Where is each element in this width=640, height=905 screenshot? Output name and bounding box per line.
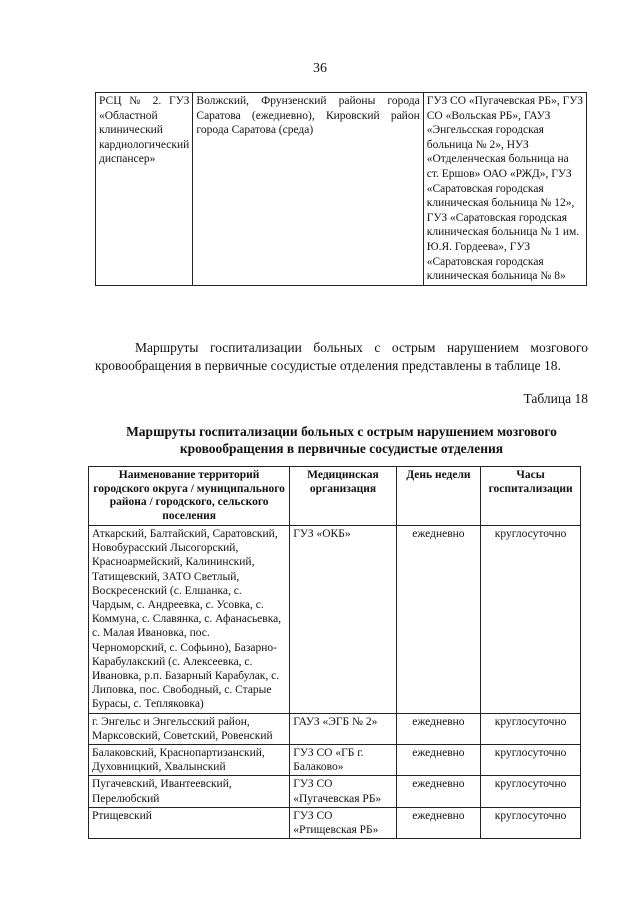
hours-cell: круглосуточно: [481, 776, 581, 807]
organization-cell: ГУЗ СО «Пугачевская РБ»: [290, 776, 396, 807]
districts-cell: Волжский, Фрунзенский районы города Саратова (ежедневно), Кировский район города Саратова (среда): [193, 93, 423, 286]
hours-cell: круглосуточно: [481, 807, 581, 838]
organization-cell: ГАУЗ «ЭГБ № 2»: [290, 713, 396, 744]
territory-cell: Пугачевский, Ивантеевский, Перелюбский: [89, 776, 290, 807]
center-name-cell: РСЦ № 2. ГУЗ «Областной клинический кардиологический диспансер»: [96, 93, 193, 286]
table-label: Таблица 18: [523, 391, 588, 406]
table-header-row: [89, 467, 581, 526]
table-row: [89, 526, 581, 714]
routing-table-continued: [95, 92, 587, 286]
table-row: [96, 93, 587, 286]
header-territory: Наименование территорий городского округа / муниципального района / городского, сельского поселения: [89, 467, 290, 526]
hours-cell: круглосуточно: [481, 526, 581, 714]
paragraph-text: Маршруты госпитализации больных с острым нарушением мозгового кровообращения в первичные сосудистые отделения представлены в таблице 18.: [95, 340, 588, 373]
day-cell: ежедневно: [396, 745, 480, 776]
hours-cell: круглосуточно: [481, 713, 581, 744]
table-row: [89, 807, 581, 838]
table-row: [89, 745, 581, 776]
territory-cell: Балаковский, Краснопартизанский, Духовницкий, Хвалынский: [89, 745, 290, 776]
header-day: День недели: [396, 467, 480, 526]
header-hours: Часы госпитализации: [481, 467, 581, 526]
territory-cell: Ртищевский: [89, 807, 290, 838]
day-cell: ежедневно: [396, 526, 480, 714]
day-cell: ежедневно: [396, 776, 480, 807]
organization-cell: ГУЗ СО «Ртищевская РБ»: [290, 807, 396, 838]
table-row: [89, 776, 581, 807]
organization-cell: ГУЗ СО «ГБ г. Балаково»: [290, 745, 396, 776]
table-18: [88, 466, 581, 839]
territory-cell: Аткарский, Балтайский, Саратовский, Новобурасский Лысогорский, Красноармейский, Калининский, Татищевский, ЗАТО Светлый, Воскресенский (с. Елшанка, с. Чардым, с. Андреевка, с. Усовка, с. Коммуна, с. Славянка, с. Афанасьевка, с. Малая Ивановка, пос. Черноморский, с. Софьино), Базарно-Карабулакский (с. Алексеевка, с. Ивановка, р.п. Базарный Карабулак, с. Липовка, пос. Свободный, с. Старые Бурасы, с. Тепляковка): [89, 526, 290, 714]
table-row: [89, 713, 581, 744]
day-cell: ежедневно: [396, 713, 480, 744]
table-title: Маршруты госпитализации больных с острым нарушением мозгового кровообращения в первичные сосудистые отделения: [126, 424, 557, 456]
organization-cell: ГУЗ «ОКБ»: [290, 526, 396, 714]
header-organization: Медицинская организация: [290, 467, 396, 526]
page-number: 36: [313, 61, 327, 76]
hours-cell: круглосуточно: [481, 745, 581, 776]
territory-cell: г. Энгельс и Энгельсский район, Марксовский, Советский, Ровенский: [89, 713, 290, 744]
organizations-cell: ГУЗ СО «Пугачевская РБ», ГУЗ СО «Вольская РБ», ГАУЗ «Энгельсская городская больница № 2», НУЗ «Отделенческая больница на ст. Ершов» ОАО «РЖД», ГУЗ «Саратовская городская клиническая больница № 12», ГУЗ «Саратовская городская клиническая больница № 1 им. Ю.Я. Гордеева», ГУЗ «Саратовская городская клиническая больница № 8»: [423, 93, 586, 286]
day-cell: ежедневно: [396, 807, 480, 838]
body-paragraph: [95, 339, 588, 375]
